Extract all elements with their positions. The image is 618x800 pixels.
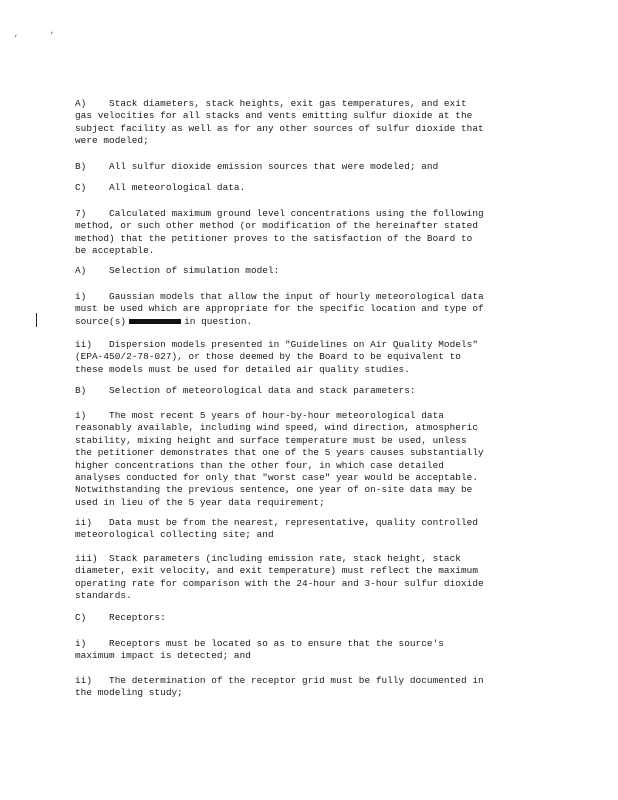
paragraph-receptor-location: i) Receptors must be located so as to ensure that the source's maximum impact is detected; and: [75, 638, 444, 662]
gaussian-source-label: source(s): [75, 315, 127, 327]
paragraph-five-years-data: i) The most recent 5 years of hour-by-hour meteorological data reasonably available, including wind speed, wind direction, atmospheric stability, mixing height and surface temperature must be used, unless the petitioner demonstrates that one of the 5 years causes substantially higher concentrations than the other four, in which case detailed analyses conducted for only that "worst case" year would be acceptable. Notwithstanding the previous sentence, one year of on-site data may be used in lieu of the 5 year data requirement;: [75, 410, 484, 508]
paragraph-emission-sources: B) All sulfur dioxide emission sources that were modeled; and: [75, 161, 439, 172]
margin-change-bar: [36, 313, 37, 327]
paragraph-nearest-site: ii) Data must be from the nearest, representative, quality controlled meteorological collecting site; and: [75, 517, 478, 541]
gaussian-text: i) Gaussian models that allow the input of hourly meteorological data must be used which are appropriate for the specific location and type of: [75, 291, 484, 315]
paragraph-selection-meteorological: B) Selection of meteorological data and stack parameters:: [75, 385, 416, 396]
gaussian-tail: in question.: [184, 315, 253, 327]
paragraph-receptors: C) Receptors:: [75, 612, 166, 623]
paragraph-stack-parameters: iii) Stack parameters (including emission rate, stack height, stack diameter, exit velocity, and exit temperature) must reflect the maximum operating rate for comparison with the 24-hour and 3-hour sulfur dioxide standards.: [75, 553, 484, 602]
paragraph-simulation-model: A) Selection of simulation model:: [75, 265, 280, 276]
redaction-block: [129, 319, 181, 324]
paragraph-stack-diameters: A) Stack diameters, stack heights, exit gas temperatures, and exit gas velocities for all stacks and vents emitting sulfur dioxide at the subject facility as well as for any other sources of sulfur dioxide that were modeled;: [75, 98, 484, 147]
paragraph-gaussian-models: [75, 291, 545, 328]
corner-mark-right: ,: [50, 27, 55, 36]
paragraph-calculated-concentrations: 7) Calculated maximum ground level concentrations using the following method, or such other method (or modification of the hereinafter stated method) that the petitioner proves to the satisfaction of the Board to be acceptable.: [75, 208, 484, 257]
paragraph-receptor-grid: ii) The determination of the receptor grid must be fully documented in the modeling study;: [75, 675, 484, 699]
corner-mark-left: ,: [14, 30, 19, 39]
paragraph-dispersion-models: ii) Dispersion models presented in "Guidelines on Air Quality Models" (EPA-450/2-78-027), or those deemed by the Board to be equivalent to these models must be used for detailed air quality studies.: [75, 339, 478, 375]
paragraph-meteorological-data: C) All meteorological data.: [75, 182, 246, 193]
